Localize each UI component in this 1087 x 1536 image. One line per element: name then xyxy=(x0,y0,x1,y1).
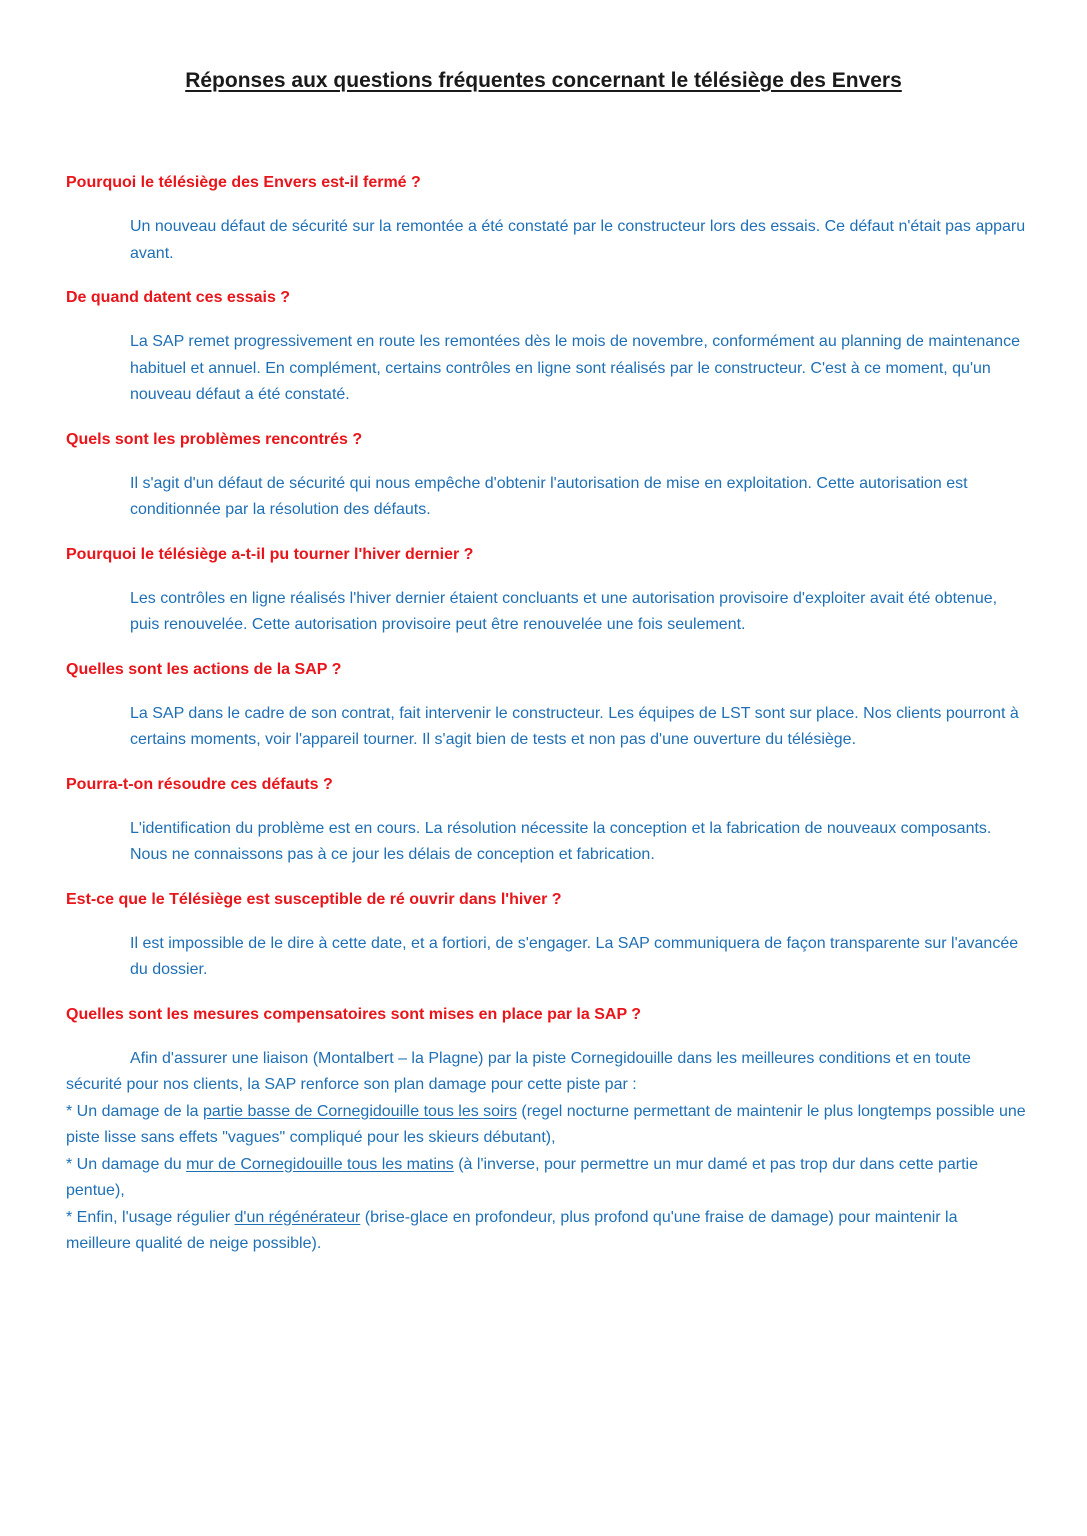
faq-item xyxy=(66,170,1026,267)
mesures-bullet xyxy=(66,1152,1026,1205)
bullet-prefix: * Un damage du xyxy=(66,1155,187,1173)
bullet-underlined-text: d'un régénérateur xyxy=(234,1208,361,1226)
faq-question: De quand datent ces essais ? xyxy=(66,289,291,306)
faq-item xyxy=(66,772,1026,869)
faq-item xyxy=(66,887,1026,984)
bullet-underlined-text: partie basse de Cornegidouille tous les soirs xyxy=(202,1102,517,1120)
bullet-suffix: (brise-glace en profondeur, plus profond qu'une fraise de damage) pour maintenir la meilleure qualité de neige possible). xyxy=(66,1208,958,1252)
faq-question: Quelles sont les actions de la SAP ? xyxy=(66,660,342,678)
bullet-prefix: * Enfin, l'usage régulier xyxy=(66,1208,235,1226)
faq-answer: L'identification du problème est en cours. La résolution nécessite la conception et la fabrication de nouveaux composants. Nous ne connaissons pas à ce jour les délais de conception et fabrication. xyxy=(130,819,992,863)
faq-item xyxy=(66,285,1026,409)
faq-question: Quelles sont les mesures compensatoires sont mises en place par la SAP ? xyxy=(66,1005,642,1023)
mesures-bullet xyxy=(66,1099,1026,1152)
faq-answer: La SAP dans le cadre de son contrat, fait intervenir le constructeur. Les équipes de LST sont sur place. Nos clients pourront à certains moments, voir l'appareil tourner. Il s'agit bien de tests et non pas d'une ouverture du télésiège. xyxy=(130,704,1019,748)
faq-answer: Il s'agit d'un défaut de sécurité qui nous empêche d'obtenir l'autorisation de mise en exploitation. Cette autorisation est conditionnée par la résolution des défauts. xyxy=(130,474,968,518)
faq-answer: Il est impossible de le dire à cette date, et a fortiori, de s'engager. La SAP communiquera de façon transparente sur l'avancée du dossier. xyxy=(130,934,1019,978)
faq-list xyxy=(66,170,1026,1258)
faq-item-mesures xyxy=(66,1002,1026,1258)
bullet-suffix: (regel nocturne permettant de maintenir le plus longtemps possible une piste lisse sans effets "vagues" compliqué pour les skieurs débutant), xyxy=(66,1102,1026,1146)
bullet-prefix: * Un damage de la xyxy=(66,1102,203,1120)
faq-question: Quels sont les problèmes rencontrés ? xyxy=(66,430,363,448)
mesures-intro: Afin d'assurer une liaison (Montalbert – la Plagne) par la piste Cornegidouille dans les meilleures conditions et en toute sécurité pour nos clients, la SAP renforce son plan damage pour cette piste par : xyxy=(66,1049,971,1093)
faq-item xyxy=(66,657,1026,754)
document-title: Réponses aux questions fréquentes concernant le télésiège des Envers xyxy=(185,69,902,92)
bullet-suffix: (à l'inverse, pour permettre un mur damé et pas trop dur dans cette partie pentue), xyxy=(66,1155,978,1199)
faq-answer: Un nouveau défaut de sécurité sur la remontée a été constaté par le constructeur lors des essais. Ce défaut n'était pas apparu avant. xyxy=(130,218,1026,262)
faq-question: Pourquoi le télésiège des Envers est-il fermé ? xyxy=(66,174,421,191)
faq-item xyxy=(66,542,1026,639)
faq-item xyxy=(66,427,1026,524)
faq-question: Est-ce que le Télésiège est susceptible de ré ouvrir dans l'hiver ? xyxy=(66,890,562,908)
bullet-underlined-text: mur de Cornegidouille tous les matins xyxy=(186,1155,454,1173)
faq-question: Pourquoi le télésiège a-t-il pu tourner l'hiver dernier ? xyxy=(66,545,474,563)
faq-answer: Les contrôles en ligne réalisés l'hiver dernier étaient concluants et une autorisation provisoire d'exploiter avait été obtenue, puis renouvelée. Cette autorisation provisoire peut être renouvelée une fois seulement. xyxy=(130,589,998,633)
faq-answer: La SAP remet progressivement en route les remontées dès le mois de novembre, conformément au planning de maintenance habituel et annuel. En complément, certains contrôles en ligne sont réalisés par le constructeur. C'est à ce moment, qu'un nouveau défaut a été constaté. xyxy=(130,333,1020,403)
faq-question: Pourra-t-on résoudre ces défauts ? xyxy=(66,775,333,793)
mesures-bullet xyxy=(66,1205,1026,1258)
